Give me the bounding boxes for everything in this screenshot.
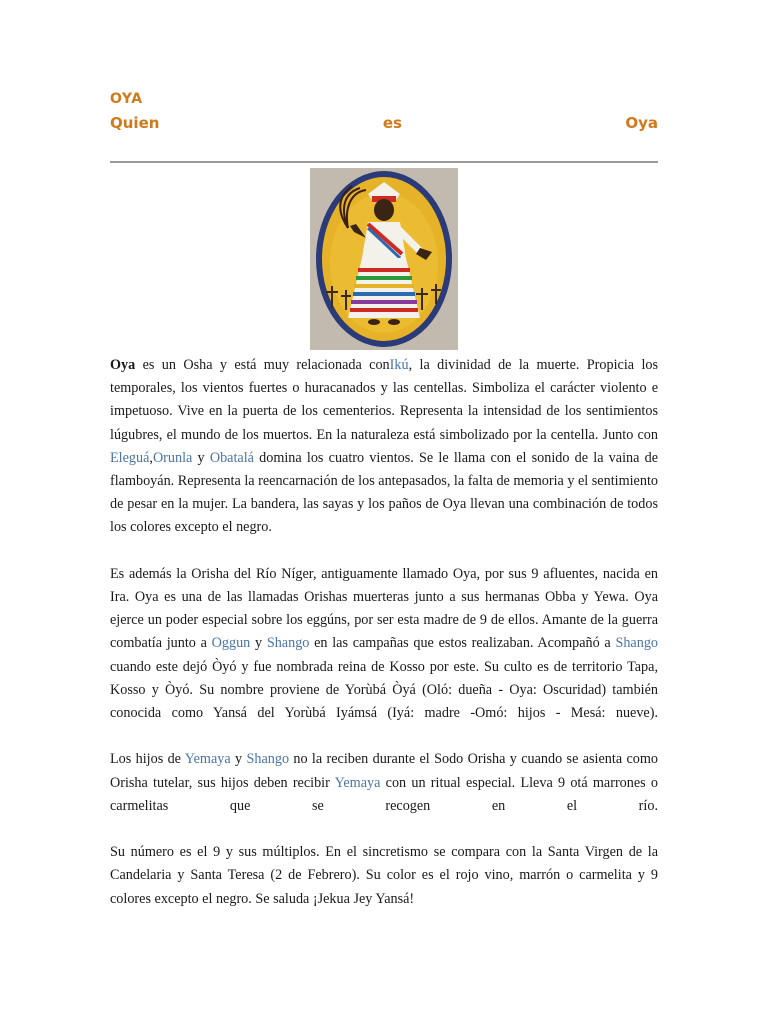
- text-run: Su número es el 9 y sus múltiplos. En el sincretismo se compara con la Santa Virgen de la Candelaria y Santa Teresa (2 de Febrero). Su color es el rojo vino, marrón o carmelita y 9 colores excepto el negro. Se saluda ¡Jekua Jey Yansá!: [110, 844, 658, 907]
- orisha-link[interactable]: Ikú: [389, 357, 409, 373]
- orisha-illustration: [310, 168, 458, 350]
- orisha-link[interactable]: Yemaya: [184, 751, 231, 768]
- title-word: Quien: [110, 114, 160, 132]
- text-run: y: [250, 635, 267, 652]
- orisha-link[interactable]: Orunla: [152, 449, 193, 466]
- title-word: es: [382, 114, 402, 132]
- text-run: y: [192, 449, 210, 466]
- text-run: Los hijos de: [110, 751, 185, 768]
- title-word: Oya: [625, 114, 658, 132]
- text-run: no la reciben durante el Sodo Orisha y cuando se asienta como Orisha tutelar, sus hijos deben recibir: [110, 751, 658, 791]
- orisha-link[interactable]: Shango: [246, 751, 290, 768]
- orisha-link[interactable]: Shango: [266, 635, 310, 652]
- oya-figure-image: [310, 168, 458, 350]
- text-run: , la divinidad de la muerte. Propicia los temporales, los vientos fuertes o huracanados y las centellas. Simboliza el carácter violento e impetuoso. Vive en la puerta de los cementerios. Representa la intensidad de los sentimientos lúgubres, el mundo de los muertos. En la naturaleza está simbolizado por la centella. Junto con: [110, 357, 658, 443]
- orisha-link[interactable]: Eleguá: [110, 449, 150, 466]
- text-run: con un ritual especial. Lleva 9 otá marrones o carmelitas que se recogen en el río.: [110, 774, 658, 814]
- text-run: ,: [149, 449, 153, 466]
- orisha-link[interactable]: Obatalá: [209, 449, 254, 466]
- text-run: en las campañas que estos realizaban. Acompañó a: [309, 635, 616, 652]
- paragraph: [110, 748, 658, 818]
- text-run: cuando este dejó Òyó y fue nombrada reina de Kosso por este. Su culto es de territorio Tapa, Kosso y Òyó. Su nombre proviene de Yorùbá Òyá (Oló: dueña - Oya: Oscuridad) también conocida como Yansá del Yorùbá Iyámsá (Iyá: madre -Omó: hijos - Mesá: nueve).: [110, 658, 658, 722]
- orisha-link[interactable]: Yemaya: [334, 774, 381, 791]
- paragraph: [110, 563, 658, 725]
- orisha-link[interactable]: Oggun: [211, 635, 251, 652]
- text-run: y: [230, 751, 247, 768]
- text-run: Es además la Orisha del Río Níger, antiguamente llamado Oya, por sus 9 afluentes, nacida en Ira. Oya es una de las llamadas Orishas muerteras junto a sus hermanas Obba y Yewa. Oya ejerce un poder especial sobre los eggúns, por ser esta madre de 9 de ellos. Amante de la guerra combatía junto a: [110, 565, 658, 652]
- article-body: [110, 354, 658, 934]
- paragraph: [110, 841, 658, 911]
- text-run: es un Osha y está muy relacionada con: [135, 357, 390, 373]
- orisha-link[interactable]: Shango: [615, 635, 658, 652]
- horizontal-divider: [110, 161, 658, 163]
- section-label: OYA: [110, 91, 143, 107]
- paragraph: [110, 354, 658, 540]
- text-run: domina los cuatro vientos. Se le llama con el sonido de la vaina de flamboyán. Representa la reencarnación de los antepasados, la falta de memoria y el sentimiento de pesar en la mujer. La bandera, las sayas y los paños de Oya llevan una combinación de todos los colores excepto el negro.: [110, 449, 658, 536]
- page-title: [110, 114, 658, 132]
- bold-term: Oya: [110, 357, 136, 373]
